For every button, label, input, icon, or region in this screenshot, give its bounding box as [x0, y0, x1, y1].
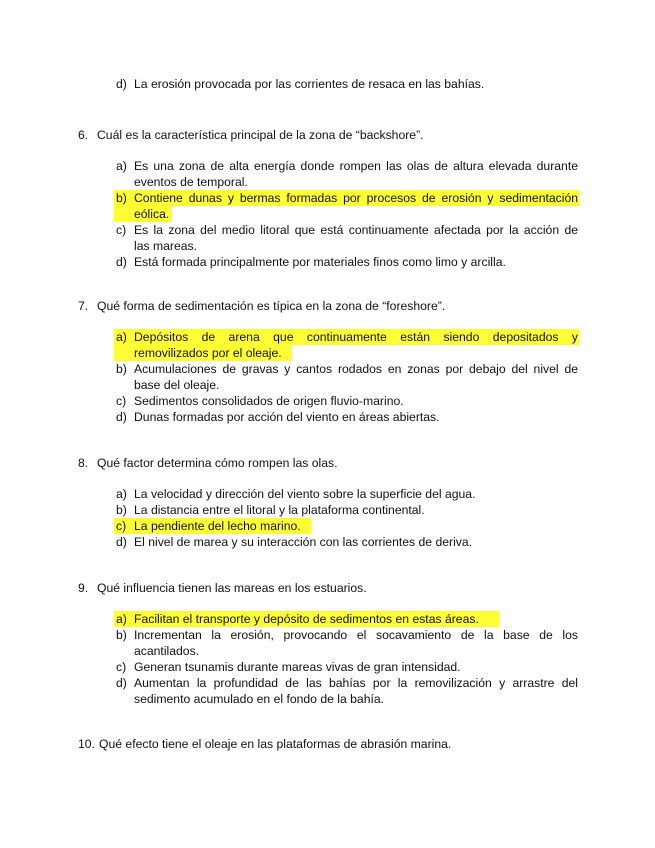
- question-10-text: Qué efecto tiene el oleaje en las plataformas de abrasión marina.: [99, 737, 452, 751]
- top-option-label: d): [116, 77, 127, 91]
- q8-option-a-label: a): [116, 487, 127, 501]
- q9-option-d-label: d): [116, 676, 127, 690]
- q6-option-a-label: a): [116, 159, 127, 173]
- q7-option-a-label: a): [116, 330, 127, 344]
- q9-option-d-line2: sedimento acumulado en el fondo de la bahía.: [134, 692, 385, 706]
- q8-option-b-text: La distancia entre el litoral y la plataforma continental.: [134, 503, 425, 517]
- q6-option-c-line2: las mareas.: [134, 239, 197, 253]
- top-option-text: La erosión provocada por las corrientes de resaca en las bahías.: [134, 77, 485, 91]
- q9-option-b-label: b): [116, 628, 127, 642]
- question-7-number: 7.: [78, 299, 89, 313]
- q8-option-c-text: La pendiente del lecho marino.: [134, 519, 301, 533]
- q9-option-b-line2: acantilados.: [134, 644, 200, 658]
- q9-option-d-line1: Aumentan la profundidad de las bahías por la removilización y arrastre del: [134, 676, 578, 690]
- q9-option-b-line1: Incrementan la erosión, provocando el socavamiento de la base de los: [134, 628, 578, 642]
- q6-option-d-label: d): [116, 255, 127, 269]
- q8-option-b-label: b): [116, 503, 127, 517]
- q6-option-b-label: b): [116, 191, 127, 205]
- q6-option-a-line1: Es una zona de alta energía donde rompen las olas de altura elevada durante: [134, 159, 578, 173]
- q6-option-c-line1: Es la zona del medio litoral que está continuamente afectada por la acción de: [134, 223, 578, 237]
- q9-option-a-text: Facilitan el transporte y depósito de sedimentos en estas áreas.: [134, 612, 479, 626]
- q6-option-c-label: c): [116, 223, 127, 237]
- q9-option-a-label: a): [116, 612, 127, 626]
- question-8-text: Qué factor determina cómo rompen las olas.: [97, 456, 338, 470]
- q9-option-c-text: Generan tsunamis durante mareas vivas de gran intensidad.: [134, 660, 461, 674]
- q7-option-b-label: b): [116, 362, 127, 376]
- q6-option-d-text: Está formada principalmente por materiales finos como limo y arcilla.: [134, 255, 506, 269]
- question-6-number: 6.: [78, 128, 89, 142]
- q8-option-a-text: La velocidad y dirección del viento sobre la superficie del agua.: [134, 487, 476, 501]
- q6-option-b-line2: eólica.: [134, 207, 170, 221]
- q7-option-c-text: Sedimentos consolidados de origen fluvio-marino.: [134, 394, 404, 408]
- question-9-number: 9.: [78, 581, 89, 595]
- q7-option-c-label: c): [116, 394, 127, 408]
- q7-option-d-label: d): [116, 410, 127, 424]
- question-7-text: Qué forma de sedimentación es típica en la zona de “foreshore”.: [97, 299, 446, 313]
- question-10-number: 10.: [78, 737, 95, 751]
- q7-option-b-line2: base del oleaje.: [134, 378, 220, 392]
- q6-option-a-line2: eventos de temporal.: [134, 175, 248, 189]
- q7-option-a-line1: Depósitos de arena que continuamente están siendo depositados y: [134, 330, 578, 344]
- q8-option-d-text: El nivel de marea y su interacción con las corrientes de deriva.: [134, 535, 473, 549]
- question-8-number: 8.: [78, 456, 89, 470]
- q7-option-d-text: Dunas formadas por acción del viento en áreas abiertas.: [134, 410, 440, 424]
- q7-option-a-line2: removilizados por el oleaje.: [134, 346, 282, 360]
- q6-option-b-line1: Contiene dunas y bermas formadas por procesos de erosión y sedimentación: [134, 191, 578, 205]
- q9-option-c-label: c): [116, 660, 127, 674]
- question-6-text: Cuál es la característica principal de la zona de “backshore”.: [97, 128, 424, 142]
- q7-option-b-line1: Acumulaciones de gravas y cantos rodados en zonas por debajo del nivel de: [134, 362, 578, 376]
- question-9-text: Qué influencia tienen las mareas en los estuarios.: [97, 581, 367, 595]
- q8-option-c-label: c): [116, 519, 127, 533]
- q8-option-d-label: d): [116, 535, 127, 549]
